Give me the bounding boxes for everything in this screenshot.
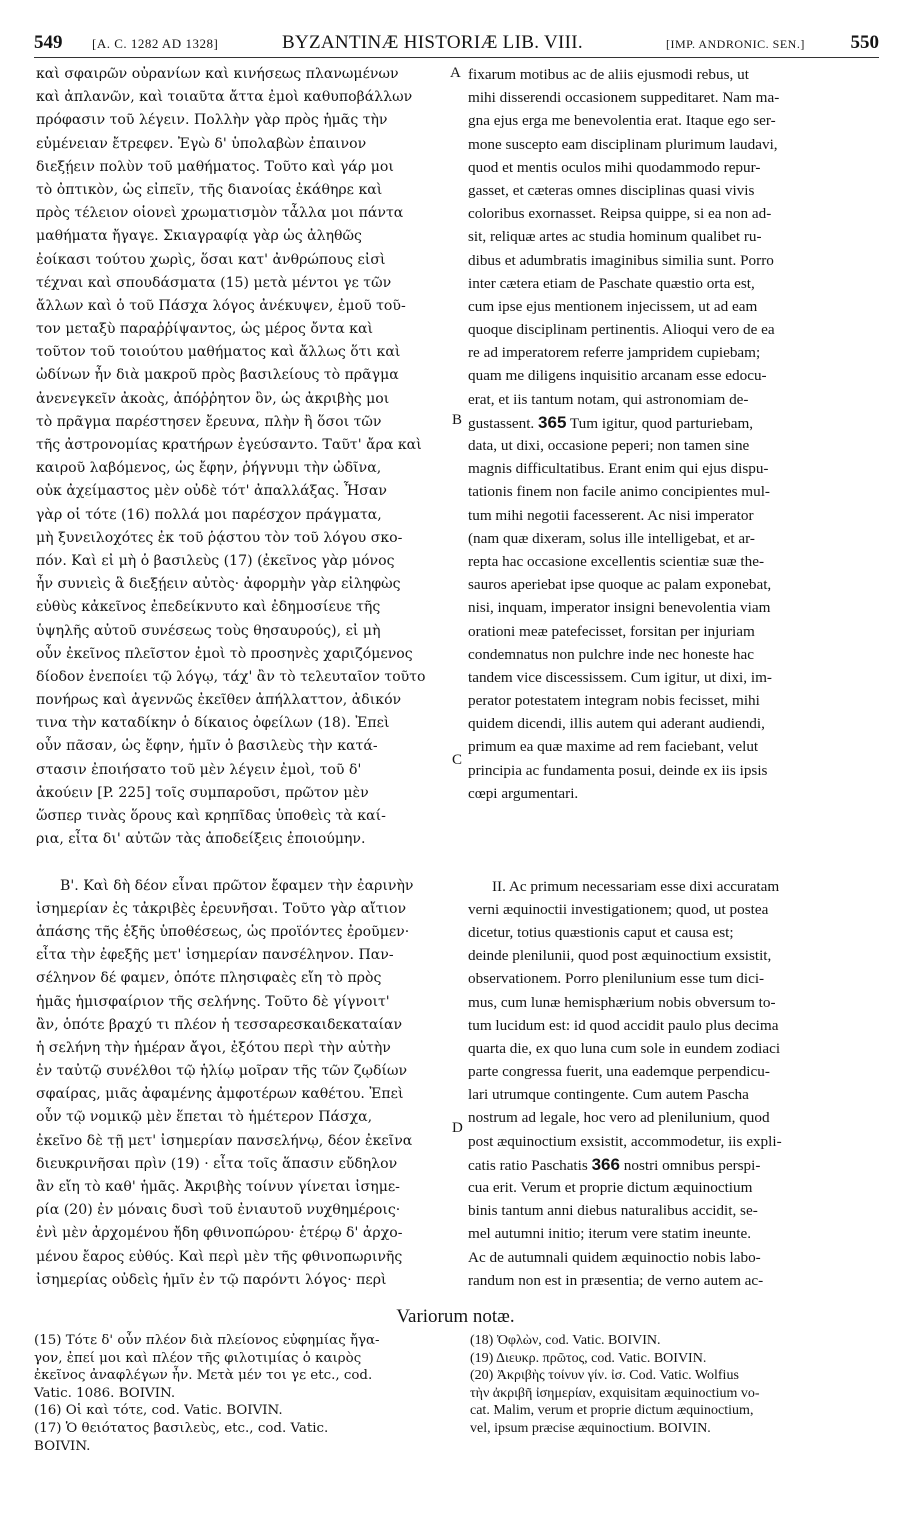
greek-text-line: γὰρ οἱ τότε (16) πολλά μοι παρέσχον πράγματα, [36,506,382,523]
greek-text-line: ἡ σελήνη τὴν ἡμέραν ἄγοι, ἐξότου περὶ τὴν αὐτὴν [36,1039,391,1056]
greek-text-line: ἐκεῖνο δὲ τῇ μετ' ἰσημερίαν πανσελήνῳ, δέον ἐκεῖνα [36,1132,413,1149]
latin-text-line: condemnatus non pulchre inde nec honeste hac [468,645,754,663]
latin-text-line: gna ejus erga me benevolentia erat. Itaque ego ser- [468,112,776,130]
paragraph-gap [36,851,448,874]
latin-text-line: tum lucidum est: id quod accidit paulo plus decima [468,1016,779,1034]
latin-text-line: fixarum motibus ac de aliis ejusmodi rebus, ut [468,66,749,83]
greek-text-line: τέχναι καὶ σπουδάσματα (15) μετὰ μέντοι γε τῶν [36,274,392,291]
greek-text-line: σφαίρας, μιᾶς ἀφαμένης ἀμφοτέρων καθέτου. Ἐπεὶ [36,1086,404,1103]
edition-page-number: 365 [538,412,567,432]
greek-text-line: ἀνενεγκεῖν ἀκοὰς, ἀπόῤῥητον ὂν, ὡς ἀκριβὴς μοι [36,390,390,407]
greek-text-line: ὥσπερ τινὰς ὅρους καὶ κρηπῖδας ὑποθεὶς τὰ καί- [36,808,386,824]
footnotes-left [34,1332,454,1455]
greek-text-line: τινα τὴν καταδίκην ὁ δίκαιος ὀφείλων (18). Ἐπεὶ [36,715,390,732]
footnote-line: τὴν ἀκριβῆ ἰσημερίαν, exquisitam æquinoctium vo- [470,1385,760,1401]
greek-text-line: ἐοίκασι τούτου χωρὶς, ὅσαι κατ' ἀνθρώπους εἰσὶ [36,251,386,268]
latin-text-line: magnis difficultatibus. Erant enim qui ejus dispu- [468,460,769,478]
header-rule [34,57,879,58]
greek-text-line: ρια, εἶτα δι' αὐτῶν τὰς ἀποδείξεις ἐποιούμην. [36,831,366,848]
paragraph-gap [468,828,881,851]
latin-text-line: lari utrumque contingente. Cum autem Pascha [468,1086,749,1104]
latin-text-line: tum mihi negotii facesserent. Ac nisi imperator [468,506,754,524]
footnote-line: ἐκεῖνος ἀναφλέγων ἦν. Μετὰ μέν τοι γε etc., cod. [34,1368,373,1384]
text-segment: gustassent. [468,414,539,432]
latin-text-line: randum non est in præsentia; de verno autem ac- [468,1271,764,1289]
greek-text-line: τὸ ὀπτικὸν, ὡς εἰπεῖν, τῆς διανοίας ἐκάθηρε καὶ [36,181,383,198]
latin-text-line: quam me diligens inquisitio arcanam esse edocu- [468,367,767,385]
text-segment: nostri omnibus perspi- [619,1156,761,1174]
greek-text-line: οὖν τῷ νομικῷ μὲν ἕπεται τὸ ἡμέτερον Πάσχα, [36,1109,373,1126]
footnote-line: (18) Ὀφλὼν, cod. Vatic. BOIVIN. [470,1333,661,1348]
greek-text-line: ἐνὶ μὲν ἀρχομένου ἤδη φθινοπώρου· ἑτέρῳ δ' ἀρχο- [36,1225,403,1242]
latin-text-line: (nam quæ dixeram, solus ille intelligebat, et ar- [468,529,755,547]
latin-text-line: deinde plenilunii, quod post æquinoctium exsistit, [468,947,772,965]
paragraph-gap [468,851,881,874]
footnotes-right [470,1332,880,1438]
footnote-line: cat. Malim, verum et proprie dictum æquinoctium, [470,1403,754,1419]
greek-text-line: πρόφασιν τοῦ λέγειν. Πολλὴν γὰρ πρὸς ἡμᾶς τὴν [36,112,388,129]
latin-text-line: coloribus exornasset. Reipsa quippe, si ea non ad- [468,205,772,223]
footnote-line: BOIVIN. [34,1438,91,1454]
latin-text-line: mus, cum lunæ hemisphærium nobis obversum to- [468,993,776,1011]
notes-heading: Variorum notæ. [396,1306,515,1327]
greek-text-line: ὑψηλῆς αὐτοῦ συνέσεως τοὺς θησαυρούς), εἰ μὴ [36,622,381,639]
text-segment: catis ratio Paschatis [468,1156,592,1174]
latin-text-line: data, ut dixi, occasione peperi; non tamen sine [468,437,750,454]
latin-text-line: tationis finem non facile animo concipientes mul- [468,483,770,501]
greek-text-line: ἐν ταὐτῷ συνέλθοι τῷ ἡλίῳ μοῖραν τῆς τῶν ζῳδίων [36,1063,408,1080]
latin-text-line: sauros aperiebat ipse quoque ac palam exponebat, [468,576,772,594]
footnote-line: Vatic. 1086. BOIVIN. [34,1385,176,1401]
footnote-line: (17) Ὁ θειότατος βασιλεὺς, etc., cod. Vatic. [34,1420,329,1436]
margin-letter-a: A [450,65,461,81]
greek-text-line: δίοδον ἐνεποίει τῷ λόγῳ, τάχ' ἂν τὸ τελευταῖον τοῦτο [36,668,426,685]
greek-text-line: πρὸς τέλειον οἱονεὶ χρωματισμὸν τἆλλα μοι πάντα [36,205,404,222]
latin-text-line: nisi, inquam, imperator insigni benevolentia viam [468,599,771,617]
latin-text-line: orationi meæ patefecisset, forsitan per injuriam [468,622,755,640]
greek-text-line: ἁπάσης τῆς ἑξῆς ὑποθέσεως, ὡς προϊόντες ἐροῦμεν· [36,923,410,940]
greek-text-line: καὶ σφαιρῶν οὐρανίων καὶ κινήσεως πλανωμένων [36,66,399,82]
latin-text-line: perator potestatem integram nobis fecisset, mihi [468,692,760,710]
date-range: [A. C. 1282 AD 1328] [92,36,219,51]
greek-text-line: σέληνον δέ φαμεν, ὁπότε πλησιφαὲς εἴη τὸ πρὸς [36,970,382,987]
greek-text-line: εἶτα τὴν ἐφεξῆς μετ' ἰσημερίαν πανσέληνον. Παν- [36,947,394,964]
greek-text-line: διεξῄειν πολὺν τοῦ μαθήματος. Τοῦτο καὶ γάρ μοι [36,158,394,175]
latin-text-line: inter cætera etiam de Paschate quæstio orta est, [468,274,755,292]
latin-text-line: binis tantum anni diebus naturalibus accidit, se- [468,1202,758,1220]
footnote-line: (20) Ἀκριβὴς τοίνυν γίν. ἰσ. Cod. Vatic. Wolfius [470,1368,739,1384]
latin-text-line: observationem. Porro plenilunium esse tum dici- [468,970,765,988]
edition-page-number: 366 [591,1154,620,1174]
footnote-line: vel, ipsum præcise æquinoctium. BOIVIN. [470,1420,711,1436]
footnote-line: (15) Τότε δ' οὖν πλέον διὰ πλείονος εὐφημίας ἤγα- [34,1333,380,1348]
latin-text-line: mel autumni initio; iterum vere statim ineunte. [468,1225,752,1243]
greek-text-line: πονήρως καὶ ἀγεννῶς ἐκεῖθεν ἀπήλλαττον, ἀδικόν [36,692,402,709]
greek-text-line: καιροῦ λαβόμενος, ὡς ἔφην, ῥήγνυμι τὴν ὠδῖνα, [36,460,382,477]
greek-text-line: ἦν συνιεὶς ἃ διεξῄειν αὐτὸς· ἀφορμὴν γὰρ εἰληφὼς [36,576,401,593]
latin-text-line: II. Ac primum necessariam esse dixi accuratam [492,877,780,895]
footnote-line: (19) Διευκρ. πρῶτος, cod. Vatic. BOIVIN. [470,1350,707,1366]
greek-text-line: ἄλλων καὶ ὁ τοῦ Πάσχα λόγος ἀνέκυψεν, ἐμοῦ τοῦ- [36,297,406,314]
greek-text-line: ἀκούειν [P. 225] τοῖς συμπαροῦσι, πρῶτον μὲν [36,784,369,801]
greek-text-line: Β'. Καὶ δὴ δέον εἶναι πρῶτον ἔφαμεν τὴν ἐαρινὴν [60,877,414,894]
greek-text-line: εὐμένειαν ἔτρεφεν. Ἐγὼ δ' ὑπολαβὼν ἐπαινον [36,135,367,152]
latin-text-line: quidem dicendi, illis autem qui aderant audiendi, [468,715,765,733]
page-number-left: 549 [34,32,63,53]
greek-text-line: διευκρινῆσαι πρὶν (19) · εἶτα τοῖς ἅπασιν εὔδηλον [36,1155,398,1172]
greek-text-line: ἂν, ὁπότε βραχύ τι πλέον ἡ τεσσαρεσκαιδεκαταίαν [36,1016,403,1033]
running-header [34,32,879,58]
greek-text-line: ἂν εἴη τὸ καθ' ἡμᾶς. Ἀκριβὴς τοίνυν γίνεται ἰσημε- [36,1179,400,1195]
greek-text-line: ἡμᾶς ἡμισφαίριον τῆς σελήνης. Τοῦτο δὲ γίγνοιτ' [36,993,390,1010]
greek-text-line: οὖν ἐκεῖνος πλεῖστον ἐμοὶ τὸ προσηνὲς χαριζόμενος [36,645,413,662]
latin-text-line: cum ipse ejus mentionem injecissem, ut ad eam [468,297,758,315]
latin-text-line: quoque disciplinam pertinentis. Alioqui vero de ea [468,321,775,339]
greek-text-line: στασιν ἐποιήσατο τοῦ μὲν λέγειν ἐμοὶ, τοῦ δ' [36,761,362,778]
latin-text-line: erat, et iis tantum notam, qui astronomiam de- [468,390,749,408]
latin-text-line: sit, reliquæ artes ac studia hominum qualibet ru- [468,228,762,246]
greek-text-line: οὖν πᾶσαν, ὡς ἔφην, ἡμῖν ὁ βασιλεὺς τὴν κατά- [36,738,378,755]
latin-text-line: post æquinoctium exsistit, accommodetur, iis expli- [468,1132,782,1150]
footnote-line: (16) Οἱ καὶ τότε, cod. Vatic. BOIVIN. [34,1403,283,1419]
greek-text-line: τοῦτον τοῦ τοιούτου μαθήματος καὶ ἄλλως ὅτι καὶ [36,344,401,361]
emperor-label: [IMP. ANDRONIC. SEN.] [666,37,805,51]
margin-letter-c: C [452,752,463,768]
latin-text-line [468,1153,881,1176]
margin-letter-b: B [452,412,463,428]
latin-text-line: mone suscepto eam disciplinam plurimum laudavi, [468,135,778,153]
latin-text-line: dibus et adumbratis imaginibus similia sunt. Porro [468,251,774,269]
page-number-right: 550 [850,32,879,53]
latin-text-line: gasset, et cæteras omnes disciplinas quasi vivis [468,181,755,199]
text-segment: Tum igitur, quod parturiebam, [566,414,754,432]
greek-text-line: μένου ἔαρος εὐθύς. Καὶ περὶ μὲν τῆς φθινοπωρινῆς [36,1248,403,1265]
latin-text-line: primum ea quæ maxime ad rem faciebant, velut [468,738,759,756]
latin-text-line: cua erit. Verum et proprie dictum æquinoctium [468,1179,753,1196]
greek-text-line: μὴ ξυνειλοχότες ἐκ τοῦ ῥᾴστου τὸν τοῦ λόγου σκο- [36,529,403,546]
paragraph-gap [468,805,881,828]
greek-text-column [36,63,448,1292]
latin-text-line: quarta die, ex quo luna cum sole in eundem zodiaci [468,1039,781,1057]
latin-text-line: dicetur, totius quæstionis caput et causa est; [468,923,734,941]
latin-text-line: mihi disserendi occasionem suppeditaret. Nam ma- [468,89,780,107]
greek-text-line: καὶ ἀπλανῶν, καὶ τοιαῦτα ἄττα ἐμοὶ καθυποβάλλων [36,89,413,106]
latin-text-line: nostrum ad legale, hoc vero ad plenilunium, quod [468,1109,770,1127]
greek-text-line: τῆς ἀστρονομίας κρατήρων ἐγεύσαντο. Ταῦτ' ἄρα καὶ [36,437,422,453]
latin-text-line [468,411,881,434]
footnote-line: γον, ἐπεί μοι καὶ πλέον τῆς φιλοτιμίας ὁ καιρὸς [34,1350,362,1366]
greek-text-line: τον μεταξὺ παραῤῥίψαντος, ὡς μέρος ὄντα καὶ [36,321,374,338]
greek-text-line: μαθήματα ἤγαγε. Σκιαγραφίᾳ γὰρ ὡς ἀληθῶς [36,228,362,245]
greek-text-line: εὐθὺς κἀκεῖνος ἐπεδείκνυτο καὶ ἐδημοσίευε τῆς [36,599,381,616]
greek-text-line: ἰσημερίας οὐδεὶς ἡμῖν ἐν τῷ παρόντι λόγος· περὶ [36,1271,387,1288]
greek-text-line: ὠδίνων ἦν διὰ μακροῦ πρὸς βασιλείους τὸ πρᾶγμα [36,367,399,384]
latin-text-line: verni æquinoctii investigationem; quod, ut postea [468,900,769,918]
greek-text-line: οὐκ ἀχείμαστος μὲν οὐδὲ τότ' ἀπαλλάξας. Ἦσαν [36,483,387,500]
latin-text-line: re ad imperatorem referre jampridem cupiebam; [468,344,761,362]
running-title: BYZANTINÆ HISTORIÆ LIB. VIII. [282,32,583,53]
latin-text-column [468,63,881,1292]
latin-text-line: cœpi argumentari. [468,784,579,802]
greek-text-line: ρία (20) ἐν μόναις δυσὶ τοῦ ἐνιαυτοῦ νυχθημέροις· [36,1202,401,1219]
latin-text-line: parte congressa fuerit, una eademque perpendicu- [468,1063,770,1081]
latin-text-line: Ac de autumnali quidem æquinoctio nobis labo- [468,1248,761,1266]
margin-letter-d: D [452,1120,463,1136]
latin-text-line: tandem vice discessissem. Cum igitur, ut dixi, im- [468,668,772,686]
greek-text-line: ἰσημερίαν ἐς τἀκριβὲς ἐρευνῆσαι. Τοῦτο γὰρ αἴτιον [36,900,407,917]
latin-text-line: principia ac fundamenta posui, deinde ex iis ipsis [468,761,768,779]
greek-text-line: τὸ πρᾶγμα παρέστησεν ἔρευνα, πλὴν ἢ ὅσοι τῶν [36,413,382,430]
latin-text-line: repta hac occasione excellentis scientiæ suæ the- [468,552,765,570]
greek-text-line: πόν. Καὶ εἰ μὴ ὁ βασιλεὺς (17) (ἐκεῖνος γὰρ μόνος [36,552,395,569]
latin-text-line: quod et mentis oculos mihi quodammodo repur- [468,158,761,176]
